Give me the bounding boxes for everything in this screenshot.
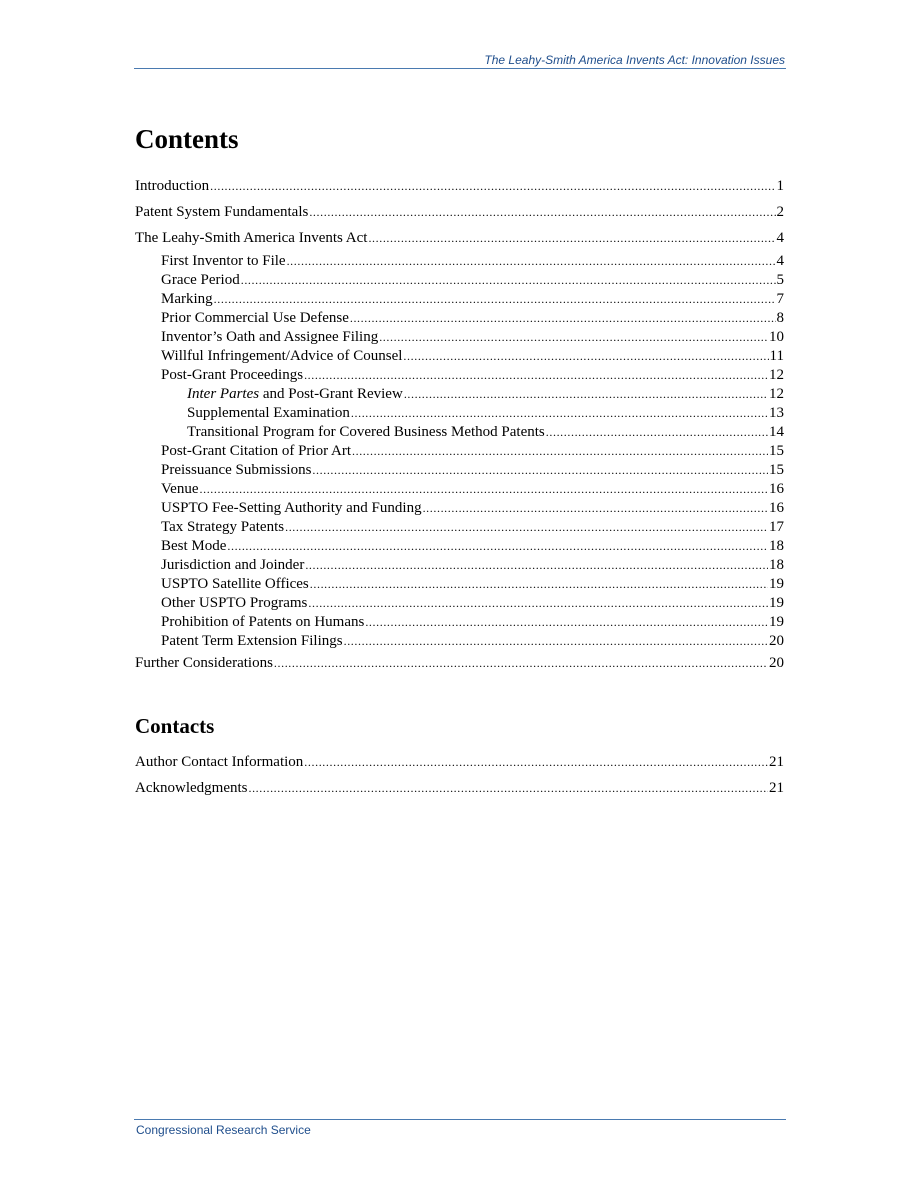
toc-leader xyxy=(305,556,768,575)
toc-entry-page: 4 xyxy=(776,230,784,246)
running-title: The Leahy-Smith America Invents Act: Innovation Issues xyxy=(484,53,785,67)
toc-leader xyxy=(214,290,776,309)
toc-entry-title-italic: Inter Partes xyxy=(187,386,260,402)
toc-entry-title: Preissuance Submissions xyxy=(161,462,312,478)
toc-entry-title: Grace Period xyxy=(161,272,240,288)
toc-leader xyxy=(210,177,775,196)
toc-entry-page: 8 xyxy=(776,310,784,326)
toc-entry[interactable] xyxy=(135,423,784,442)
toc-entry-page: 16 xyxy=(769,481,784,497)
toc-entry-title: Best Mode xyxy=(161,538,227,554)
toc-entry-page: 12 xyxy=(769,367,784,383)
toc-leader xyxy=(227,537,768,556)
toc-leader xyxy=(365,613,768,632)
footer-organization: Congressional Research Service xyxy=(136,1123,311,1137)
toc-entry-title: Venue xyxy=(161,481,199,497)
toc-entry[interactable] xyxy=(135,480,784,499)
toc-entry-page: 10 xyxy=(769,329,784,345)
toc-leader xyxy=(308,594,768,613)
toc-entry[interactable] xyxy=(135,594,784,613)
toc-leader xyxy=(309,203,775,222)
toc-entry-title: Other USPTO Programs xyxy=(161,595,308,611)
toc-entry[interactable] xyxy=(135,404,784,423)
toc-entry[interactable] xyxy=(135,537,784,556)
toc-entry[interactable] xyxy=(135,309,784,328)
toc-entry-title: The Leahy-Smith America Invents Act xyxy=(135,230,368,246)
toc-entry-page: 18 xyxy=(769,538,784,554)
toc-entry-page: 12 xyxy=(769,386,784,402)
toc-entry-title: First Inventor to File xyxy=(161,253,286,269)
toc-leader xyxy=(274,654,768,673)
toc-entry-title: Inventor’s Oath and Assignee Filing xyxy=(161,329,379,345)
toc-entry-title: Willful Infringement/Advice of Counsel xyxy=(161,348,403,364)
toc-entry-title: Further Considerations xyxy=(135,655,273,671)
toc-entry-page: 21 xyxy=(769,780,784,796)
toc-leader xyxy=(352,442,768,461)
toc-entry[interactable] xyxy=(135,271,784,290)
toc-entry-title: Post-Grant Proceedings xyxy=(161,367,304,383)
toc-entry[interactable] xyxy=(135,575,784,594)
contents-heading: Contents xyxy=(135,124,239,154)
toc-leader xyxy=(404,385,768,404)
toc-entry-title: Prohibition of Patents on Humans xyxy=(161,614,365,630)
toc-entry-page: 1 xyxy=(776,178,784,194)
toc-entry-page: 16 xyxy=(769,500,784,516)
toc-leader xyxy=(368,229,775,248)
toc-entry[interactable] xyxy=(135,385,784,404)
toc-entry-title: Supplemental Examination xyxy=(187,405,350,421)
toc-entry[interactable] xyxy=(135,613,784,632)
toc-entry[interactable] xyxy=(135,229,784,248)
toc-entry[interactable] xyxy=(135,556,784,575)
toc-leader xyxy=(312,461,768,480)
toc-entry-page: 20 xyxy=(769,655,784,671)
toc-entry-page: 15 xyxy=(769,443,784,459)
toc-leader xyxy=(423,499,768,518)
toc-entry[interactable] xyxy=(135,252,784,271)
toc-entry[interactable] xyxy=(135,499,784,518)
toc-leader xyxy=(287,252,776,271)
toc-leader xyxy=(403,347,768,366)
toc-entry-title: USPTO Satellite Offices xyxy=(161,576,309,592)
toc-leader xyxy=(241,271,776,290)
toc-leader xyxy=(248,779,768,798)
toc-entry-page: 4 xyxy=(776,253,784,269)
toc-entry-title: Prior Commercial Use Defense xyxy=(161,310,349,326)
toc-entry-page: 19 xyxy=(769,614,784,630)
toc-entry[interactable] xyxy=(135,654,784,673)
toc-leader xyxy=(379,328,768,347)
toc-leader xyxy=(304,753,768,772)
toc-entry[interactable] xyxy=(135,632,784,651)
toc-entry-title: USPTO Fee-Setting Authority and Funding xyxy=(161,500,422,516)
toc-entry-page: 5 xyxy=(776,272,784,288)
toc-entry-page: 17 xyxy=(769,519,784,535)
toc-leader xyxy=(310,575,768,594)
toc-entry-page: 21 xyxy=(769,754,784,770)
toc-entry-page: 19 xyxy=(769,595,784,611)
contacts-heading: Contacts xyxy=(135,714,215,738)
toc-leader xyxy=(304,366,768,385)
toc-leader xyxy=(350,309,776,328)
toc-leader xyxy=(200,480,769,499)
toc-entry[interactable] xyxy=(135,328,784,347)
toc-entry-page: 14 xyxy=(769,424,784,440)
toc-entry-title: Patent Term Extension Filings xyxy=(161,633,343,649)
toc-entry[interactable] xyxy=(135,290,784,309)
toc-entry-title: Tax Strategy Patents xyxy=(161,519,285,535)
toc-entry[interactable] xyxy=(135,779,784,798)
toc-entry-title: Post-Grant Citation of Prior Art xyxy=(161,443,351,459)
header-rule xyxy=(134,68,786,69)
toc-entry[interactable] xyxy=(135,177,784,196)
toc-entry[interactable] xyxy=(135,442,784,461)
toc-entry-title: Author Contact Information xyxy=(135,754,304,770)
toc-entry-page: 11 xyxy=(769,348,784,364)
footer-rule xyxy=(134,1119,786,1120)
toc-entry[interactable] xyxy=(135,461,784,480)
toc-entry-page: 19 xyxy=(769,576,784,592)
toc-entry-title: Patent System Fundamentals xyxy=(135,204,309,220)
toc-entry-page: 15 xyxy=(769,462,784,478)
toc-entry[interactable] xyxy=(135,518,784,537)
toc-entry-title: Jurisdiction and Joinder xyxy=(161,557,305,573)
toc-leader xyxy=(546,423,768,442)
toc-entry-title: Introduction xyxy=(135,178,210,194)
toc-entry-page: 7 xyxy=(776,291,784,307)
toc-entry[interactable] xyxy=(135,366,784,385)
toc-leader xyxy=(344,632,768,651)
toc-entry-title-rest: and Post-Grant Review xyxy=(259,386,403,402)
toc-entry-title xyxy=(187,385,403,404)
toc-entry[interactable] xyxy=(135,203,784,222)
toc-leader xyxy=(285,518,768,537)
toc-entry[interactable] xyxy=(135,347,784,366)
toc-entry-title: Marking xyxy=(161,291,213,307)
toc-entry-title: Acknowledgments xyxy=(135,780,248,796)
toc-entry-title: Transitional Program for Covered Business Method Patents xyxy=(187,424,545,440)
toc-leader xyxy=(351,404,768,423)
toc-entry-page: 2 xyxy=(776,204,784,220)
toc-entry-page: 13 xyxy=(769,405,784,421)
toc-entry-page: 18 xyxy=(769,557,784,573)
toc-entry-page: 20 xyxy=(769,633,784,649)
toc-entry[interactable] xyxy=(135,753,784,772)
